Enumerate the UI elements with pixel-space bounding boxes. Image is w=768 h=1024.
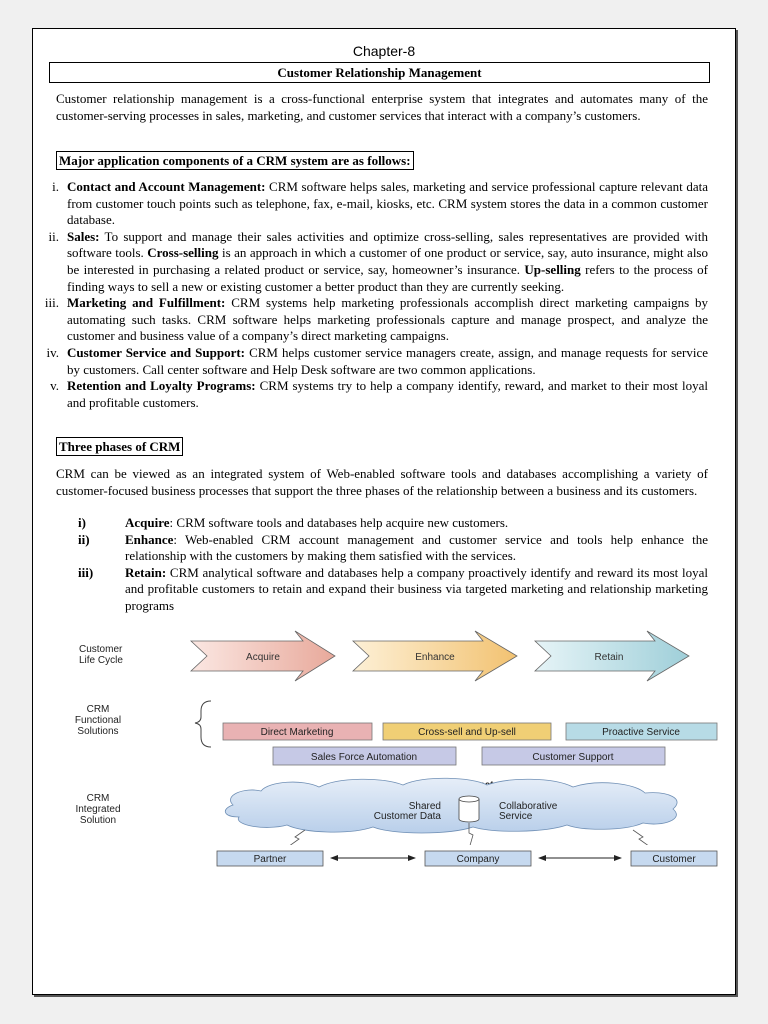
item-text: refers to the process of finding ways to sell a new or existing customer a better product than they are currently seeking. [67, 261, 708, 294]
item-term: Contact and Account Management: [67, 179, 266, 194]
item-term: Retention and Loyalty Programs: [67, 378, 256, 394]
item-term: Enhance [125, 531, 174, 547]
item-text: : Web-enabled CRM account management and customer service and tools help enhance the relationship with the customers by making them satisfied with the services. [125, 531, 708, 564]
retain-label: Retain [594, 652, 624, 663]
internet-cloud [225, 778, 677, 833]
list-number: i) [78, 515, 86, 530]
func-label: Direct Marketing [260, 727, 334, 738]
item-term: Cross-selling [143, 245, 219, 261]
item-term: Up-selling [520, 261, 581, 277]
enhance-label: Enhance [415, 652, 455, 663]
list-number: ii. [48, 228, 59, 244]
acquire-label: Acquire [246, 652, 280, 663]
collab-label-2: Service [499, 811, 533, 822]
phases-heading: Three phases of CRM [56, 437, 183, 456]
intro-paragraph: Customer relationship management is a cross-functional enterprise system that integrates and automates many of the customer-serving processes in sales, marketing, and customer services that interact with a company’s customers. [56, 91, 708, 123]
item-text: To support and manage their sales activities and optimize cross-selling, sales representatives are provided with software tools. [67, 228, 708, 261]
document-page [32, 28, 736, 995]
phases-list [33, 515, 708, 615]
crm-diagram [73, 627, 721, 845]
list-number: i. [52, 179, 59, 194]
integrated-label-1: CRM [86, 793, 110, 804]
func-label: Sales Force Automation [310, 752, 418, 763]
page-title: Customer Relationship Management [49, 62, 710, 83]
components-list [33, 179, 708, 411]
list-item [33, 295, 708, 345]
list-item [33, 532, 708, 565]
item-term: Retain: [125, 564, 167, 580]
item-term: Marketing and Fulfillment: [67, 295, 226, 311]
node-label: Partner [253, 854, 287, 865]
func-label: Cross-sell and Up-sell [418, 727, 516, 738]
list-number: iii) [78, 564, 94, 580]
item-text: CRM systems help marketing professionals accomplish direct marketing campaigns by automating such tasks. CRM software helps marketing professionals capture and manage prospect, and analyze the customer and business value of a company’s direct marketing campaigns. [67, 295, 709, 344]
link-icon [285, 830, 305, 845]
item-text: CRM software helps sales, marketing and service professional capture relevant data from customer touch points such as telephone, fax, e-mail, kiosks, etc. CRM system stores the data in a common customer database. [67, 179, 708, 228]
link-icon [633, 830, 653, 845]
list-number: iii. [44, 295, 59, 311]
functional-label-1: CRM [86, 704, 110, 715]
list-item [33, 345, 708, 378]
item-text: CRM systems try to help a company identify, reward, and market to their most loyal and profitable customers. [67, 378, 708, 410]
list-item [33, 515, 708, 532]
components-heading: Major application components of a CRM system are as follows: [56, 151, 414, 170]
func-label: Proactive Service [602, 727, 680, 738]
list-number: ii) [78, 531, 90, 547]
item-text: CRM helps customer service managers create, assign, and manage requests for service by customers. Call center software and Help Desk software are two common applications. [67, 344, 708, 377]
lifecycle-label-2: Life Cycle [79, 655, 123, 666]
list-item [33, 179, 708, 229]
integrated-label-2: Integrated [75, 804, 121, 815]
collab-label-1: Collaborative [499, 801, 558, 812]
list-item [33, 565, 708, 615]
chapter-heading: Chapter-8 [352, 43, 416, 59]
list-number: iv. [46, 344, 59, 360]
func-label: Customer Support [532, 752, 614, 763]
node-label: Customer [652, 854, 696, 865]
list-item [33, 378, 708, 411]
item-term: Customer Service and Support: [67, 344, 246, 360]
phases-intro: CRM can be viewed as an integrated system of Web-enabled software tools and databases accomplishing a variety of customer-focused business processes that support the three phases of the relationship between a business and its customers. [56, 466, 708, 498]
lifecycle-label-1: Customer [79, 644, 123, 655]
list-item [33, 229, 708, 295]
list-number: v. [50, 378, 59, 394]
item-text: : CRM software tools and databases help acquire new customers. [169, 515, 509, 530]
integrated-label-3: Solution [79, 815, 117, 826]
item-term: Sales: [67, 228, 100, 244]
shared-label-2: Customer Data [373, 811, 441, 822]
item-text: CRM analytical software and databases help a company proactively identify and reward its most loyal and profitable customers to retain and expand their business via targeted marketing and relationship marketing programs [125, 564, 708, 613]
shared-label-1: Shared [408, 801, 441, 812]
item-term: Acquire [125, 515, 170, 530]
network-nodes [73, 845, 721, 871]
node-label: Company [456, 854, 500, 865]
database-icon [459, 796, 479, 822]
functional-label-3: Solutions [77, 726, 119, 737]
item-text: is an approach in which a customer of one product or service, say, auto insurance, might also be interested in purchasing a related product or service, say, homeowner’s insurance. [67, 245, 708, 277]
brace-icon [195, 701, 211, 747]
functional-label-2: Functional [74, 715, 122, 726]
